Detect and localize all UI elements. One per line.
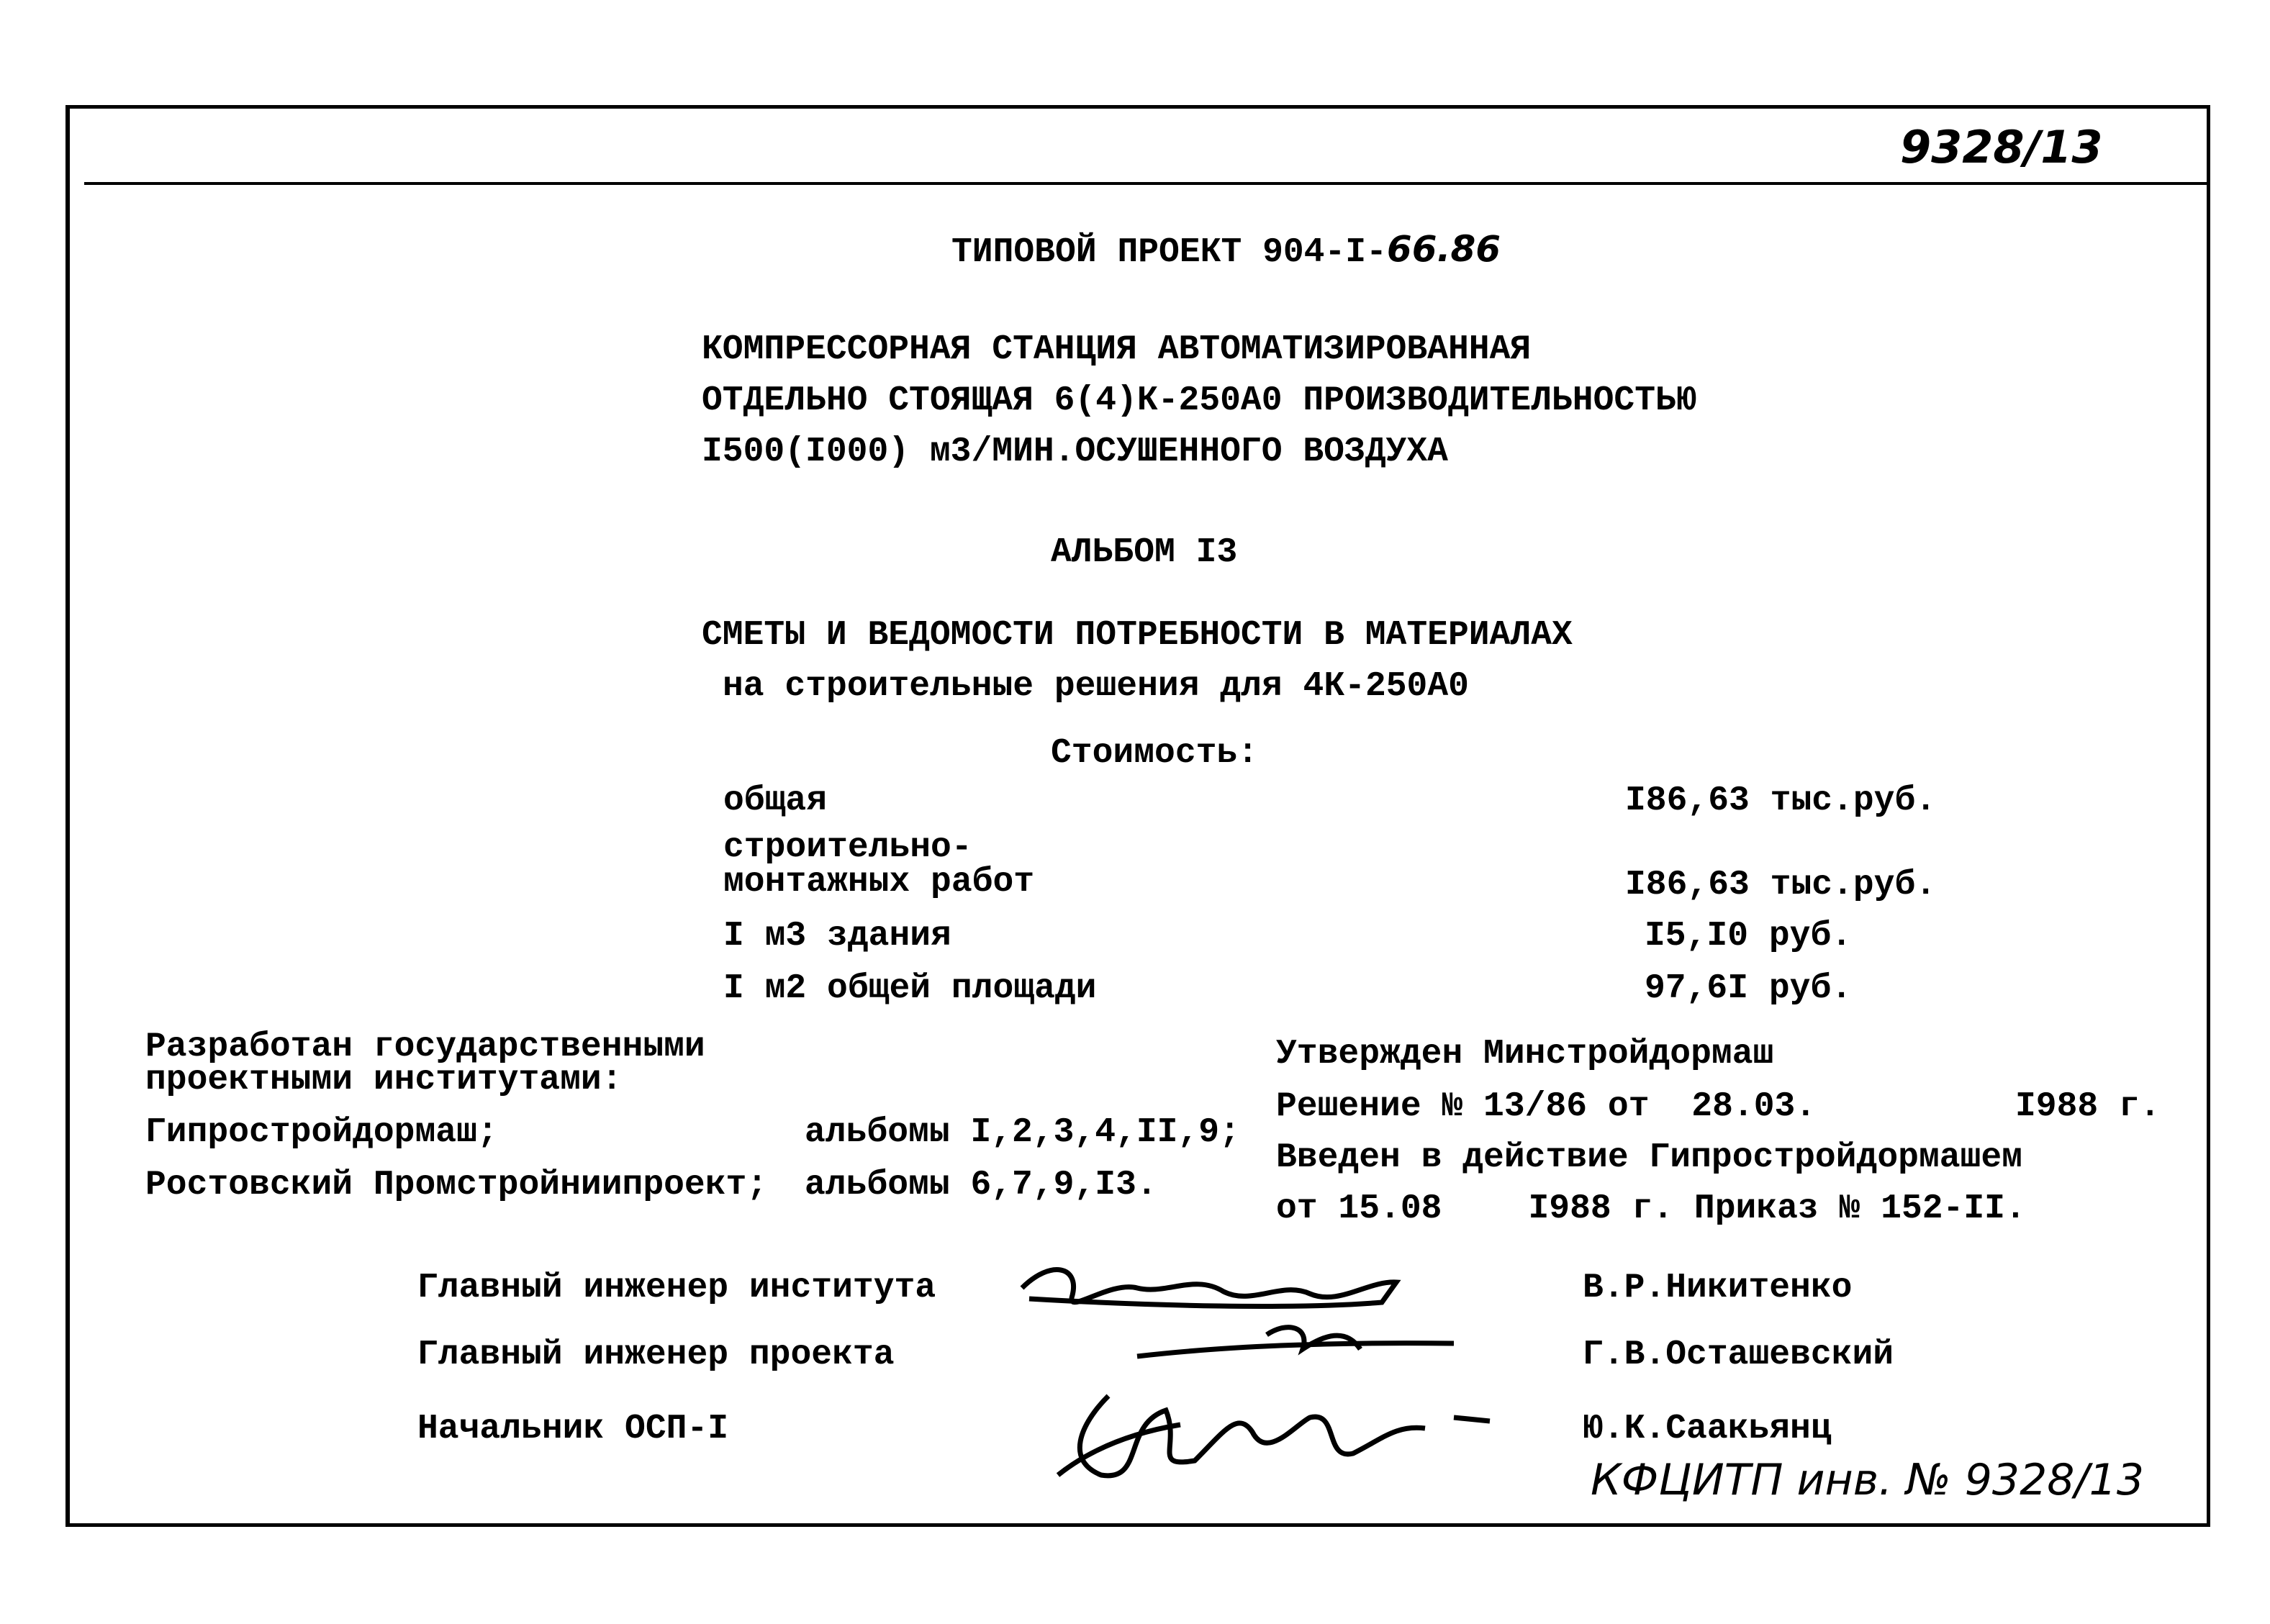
cost-label: строительно- монтажных работ [723, 828, 1035, 902]
title-number: 66.86 [1386, 228, 1501, 270]
signatory-role: Главный инженер института [417, 1269, 936, 1307]
institute-albums: альбомы 6,7,9,I3. [805, 1166, 1157, 1205]
approval-line-1: Утвержден Минстройдормаш [1276, 1035, 1774, 1074]
signatory-role: Главный инженер проекта [417, 1335, 895, 1374]
decision-from: от [1587, 1087, 1670, 1126]
cost-label: I м3 здания [723, 917, 951, 956]
title-prefix: ТИПОВОЙ ПРОЕКТ 904-I- [951, 233, 1387, 272]
signatory-role: Начальник ОСП-I [417, 1410, 729, 1448]
decision-date: 28.03. [1691, 1087, 1817, 1126]
cost-label: I м2 общей площади [723, 969, 1097, 1008]
signature-2 [1123, 1313, 1468, 1378]
order-label: I988 г. Приказ № [1528, 1189, 1881, 1228]
project-name-line-2: ОТДЕЛЬНО СТОЯЩАЯ 6(4)К-250А0 ПРОИЗВОДИТЕЛЬНОСТЬЮ [702, 381, 1697, 420]
order-number: 152-II [1881, 1189, 2005, 1228]
signatory-name: Ю.К.Саакьянц [1583, 1410, 1832, 1448]
order-end: . [2004, 1189, 2026, 1228]
subject-sub: на строительные решения для 4К-250А0 [723, 667, 1469, 706]
approval-line-4 [1276, 1189, 2026, 1229]
signatory-name: Г.В.Осташевский [1583, 1335, 1894, 1374]
project-name-line-3: I500(I000) м3/МИН.ОСУШЕННОГО ВОЗДУХА [702, 432, 1448, 471]
project-title [951, 229, 1501, 273]
archive-number: 9328/13 [1900, 121, 2103, 173]
institute-albums: альбомы I,2,3,4,II,9; [805, 1113, 1240, 1152]
order-date: 15.08 [1338, 1189, 1442, 1228]
inventory-note: КФЦИТП инв. № 9328/13 [1591, 1455, 2145, 1505]
cost-value: I86,63 тыс.руб. [1625, 781, 1937, 820]
subject: СМЕТЫ И ВЕДОМОСТИ ПОТРЕБНОСТИ В МАТЕРИАЛАХ [702, 616, 1573, 655]
project-name-line-1: КОМПРЕССОРНАЯ СТАНЦИЯ АВТОМАТИЗИРОВАННАЯ [702, 330, 1532, 369]
signature-3 [1036, 1382, 1497, 1489]
institute-name: Ростовский Промстройниипроект; [145, 1166, 768, 1205]
approval-line-2 [1276, 1087, 1816, 1127]
cost-value: I5,I0 руб. [1645, 917, 1853, 956]
cost-heading: Стоимость: [1051, 734, 1259, 773]
cost-value: I86,63 тыс.руб. [1625, 866, 1937, 904]
approval-line-3: Введен в действие Гипростройдормашем [1276, 1138, 2022, 1177]
decision-prefix: Решение № [1276, 1087, 1484, 1126]
decision-number: 13/86 [1483, 1087, 1588, 1126]
institute-name: Гипростройдормаш; [145, 1113, 498, 1152]
header-divider [84, 182, 2207, 185]
order-from: от [1276, 1189, 1339, 1228]
decision-year: I988 г. [2015, 1087, 2161, 1126]
cost-value: 97,6I руб. [1645, 969, 1853, 1008]
cost-label: общая [723, 781, 828, 820]
developed-by: Разработан государственными проектными институтами: [145, 1028, 705, 1099]
signatory-name: В.Р.Никитенко [1583, 1269, 1853, 1307]
album-label: АЛЬБОМ I3 [1051, 533, 1238, 572]
